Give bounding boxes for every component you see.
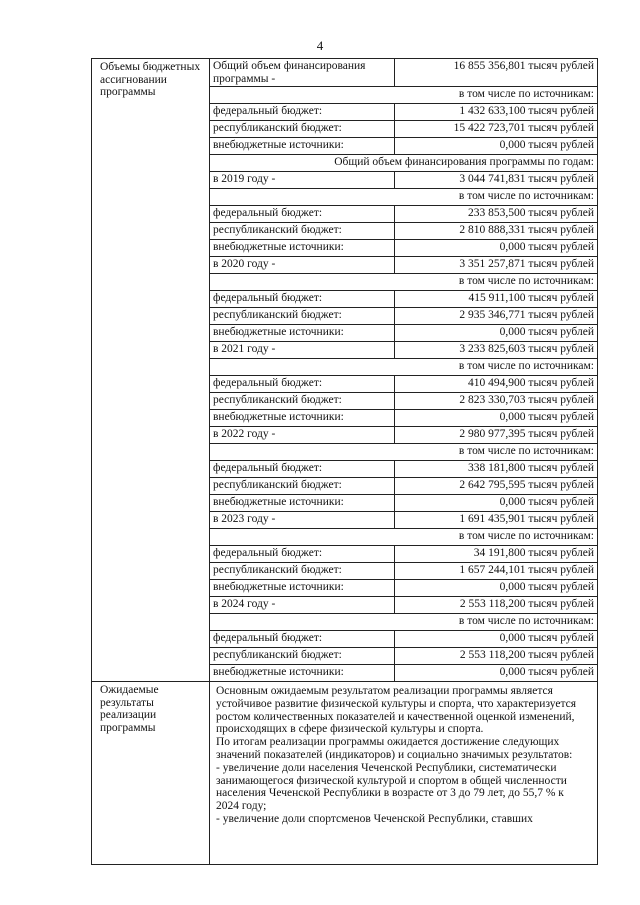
source-value: 0,000 тысяч рублей <box>395 325 598 342</box>
source-name: внебюджетные источники: <box>210 240 395 257</box>
source-value: 0,000 тысяч рублей <box>395 495 598 512</box>
source-value: 410 494,900 тысяч рублей <box>395 376 598 393</box>
year-sources-label: в том числе по источникам: <box>210 274 597 291</box>
total-value: 16 855 356,801 тысяч рублей <box>395 59 598 87</box>
year-label: в 2020 году - <box>210 257 395 274</box>
total-sources-label: в том числе по источникам: <box>210 87 597 104</box>
source-value: 338 181,800 тысяч рублей <box>395 461 598 478</box>
year-total: 3 351 257,871 тысяч рублей <box>395 257 598 274</box>
source-name: федеральный бюджет: <box>210 376 395 393</box>
source-name: внебюджетные источники: <box>210 325 395 342</box>
source-name: республиканский бюджет: <box>210 223 395 240</box>
source-name: федеральный бюджет: <box>210 546 395 563</box>
source-name: федеральный бюджет: <box>210 104 395 121</box>
results-paragraph: Основным ожидаемым результатом реализации программы является устойчивое развитие физической культуры и спорта, что характеризуется ростом количественных показателей и качественной оценкой изменений, происходящих в сфере физической культуры и спорта. <box>216 685 577 736</box>
source-value: 15 422 723,701 тысяч рублей <box>395 121 598 138</box>
year-label: в 2021 году - <box>210 342 395 359</box>
source-name: федеральный бюджет: <box>210 291 395 308</box>
source-value: 1 657 244,101 тысяч рублей <box>395 563 598 580</box>
by-years-label: Общий объем финансирования программы по годам: <box>210 155 597 172</box>
source-value: 34 191,800 тысяч рублей <box>395 546 598 563</box>
year-sources-label: в том числе по источникам: <box>210 614 597 631</box>
source-value: 2 935 346,771 тысяч рублей <box>395 308 598 325</box>
source-name: федеральный бюджет: <box>210 461 395 478</box>
source-name: внебюджетные источники: <box>210 580 395 597</box>
source-value: 2 823 330,703 тысяч рублей <box>395 393 598 410</box>
year-label: в 2019 году - <box>210 172 395 189</box>
source-value: 2 642 795,595 тысяч рублей <box>395 478 598 495</box>
source-name: внебюджетные источники: <box>210 495 395 512</box>
budget-content <box>210 59 598 682</box>
source-name: внебюджетные источники: <box>210 138 395 155</box>
source-value: 0,000 тысяч рублей <box>395 240 598 257</box>
source-value: 0,000 тысяч рублей <box>395 580 598 597</box>
source-name: республиканский бюджет: <box>210 308 395 325</box>
year-sources-label: в том числе по источникам: <box>210 359 597 376</box>
source-name: федеральный бюджет: <box>210 206 395 223</box>
budget-label: Объемы бюджетных ассигновании программы <box>92 59 210 682</box>
year-total: 2 980 977,395 тысяч рублей <box>395 427 598 444</box>
results-paragraph: - увеличение доли спортсменов Чеченской Республики, ставших <box>216 812 533 825</box>
source-value: 415 911,100 тысяч рублей <box>395 291 598 308</box>
year-sources-label: в том числе по источникам: <box>210 529 597 546</box>
year-total: 3 233 825,603 тысяч рублей <box>395 342 598 359</box>
source-value: 0,000 тысяч рублей <box>395 631 598 648</box>
results-row <box>92 682 598 865</box>
source-value: 2 553 118,200 тысяч рублей <box>395 648 598 665</box>
source-name: внебюджетные источники: <box>210 665 395 682</box>
source-name: республиканский бюджет: <box>210 121 395 138</box>
source-name: республиканский бюджет: <box>210 563 395 580</box>
source-name: республиканский бюджет: <box>210 478 395 495</box>
results-paragraph: По итогам реализации программы ожидается достижение следующих значений показателей (индикаторов) и социально значимых результатов: <box>216 736 573 761</box>
source-name: федеральный бюджет: <box>210 631 395 648</box>
results-content <box>210 682 598 865</box>
budget-inner-table <box>210 59 597 681</box>
year-sources-label: в том числе по источникам: <box>210 189 597 206</box>
source-name: республиканский бюджет: <box>210 393 395 410</box>
year-label: в 2024 году - <box>210 597 395 614</box>
source-name: республиканский бюджет: <box>210 648 395 665</box>
program-passport-table <box>91 58 598 865</box>
page-number: 4 <box>316 38 324 53</box>
source-name: внебюджетные источники: <box>210 410 395 427</box>
source-value: 233 853,500 тысяч рублей <box>395 206 598 223</box>
results-label: Ожидаемые результаты реализации программы <box>92 682 210 865</box>
source-value: 1 432 633,100 тысяч рублей <box>395 104 598 121</box>
year-total: 2 553 118,200 тысяч рублей <box>395 597 598 614</box>
source-value: 2 810 888,331 тысяч рублей <box>395 223 598 240</box>
year-total: 3 044 741,831 тысяч рублей <box>395 172 598 189</box>
budget-row <box>92 59 598 682</box>
year-label: в 2023 году - <box>210 512 395 529</box>
source-value: 0,000 тысяч рублей <box>395 410 598 427</box>
total-label: Общий объем финансирования программы - <box>210 59 395 87</box>
year-sources-label: в том числе по источникам: <box>210 444 597 461</box>
year-label: в 2022 году - <box>210 427 395 444</box>
year-total: 1 691 435,901 тысяч рублей <box>395 512 598 529</box>
source-value: 0,000 тысяч рублей <box>395 665 598 682</box>
source-value: 0,000 тысяч рублей <box>395 138 598 155</box>
results-paragraph: - увеличение доли населения Чеченской Республики, систематически занимающегося физической культурой и спортом в общей численности населения Чеченской Республики в возрасте от 3 до 79 лет, до 55,7 % к 2024 году; <box>216 761 567 813</box>
